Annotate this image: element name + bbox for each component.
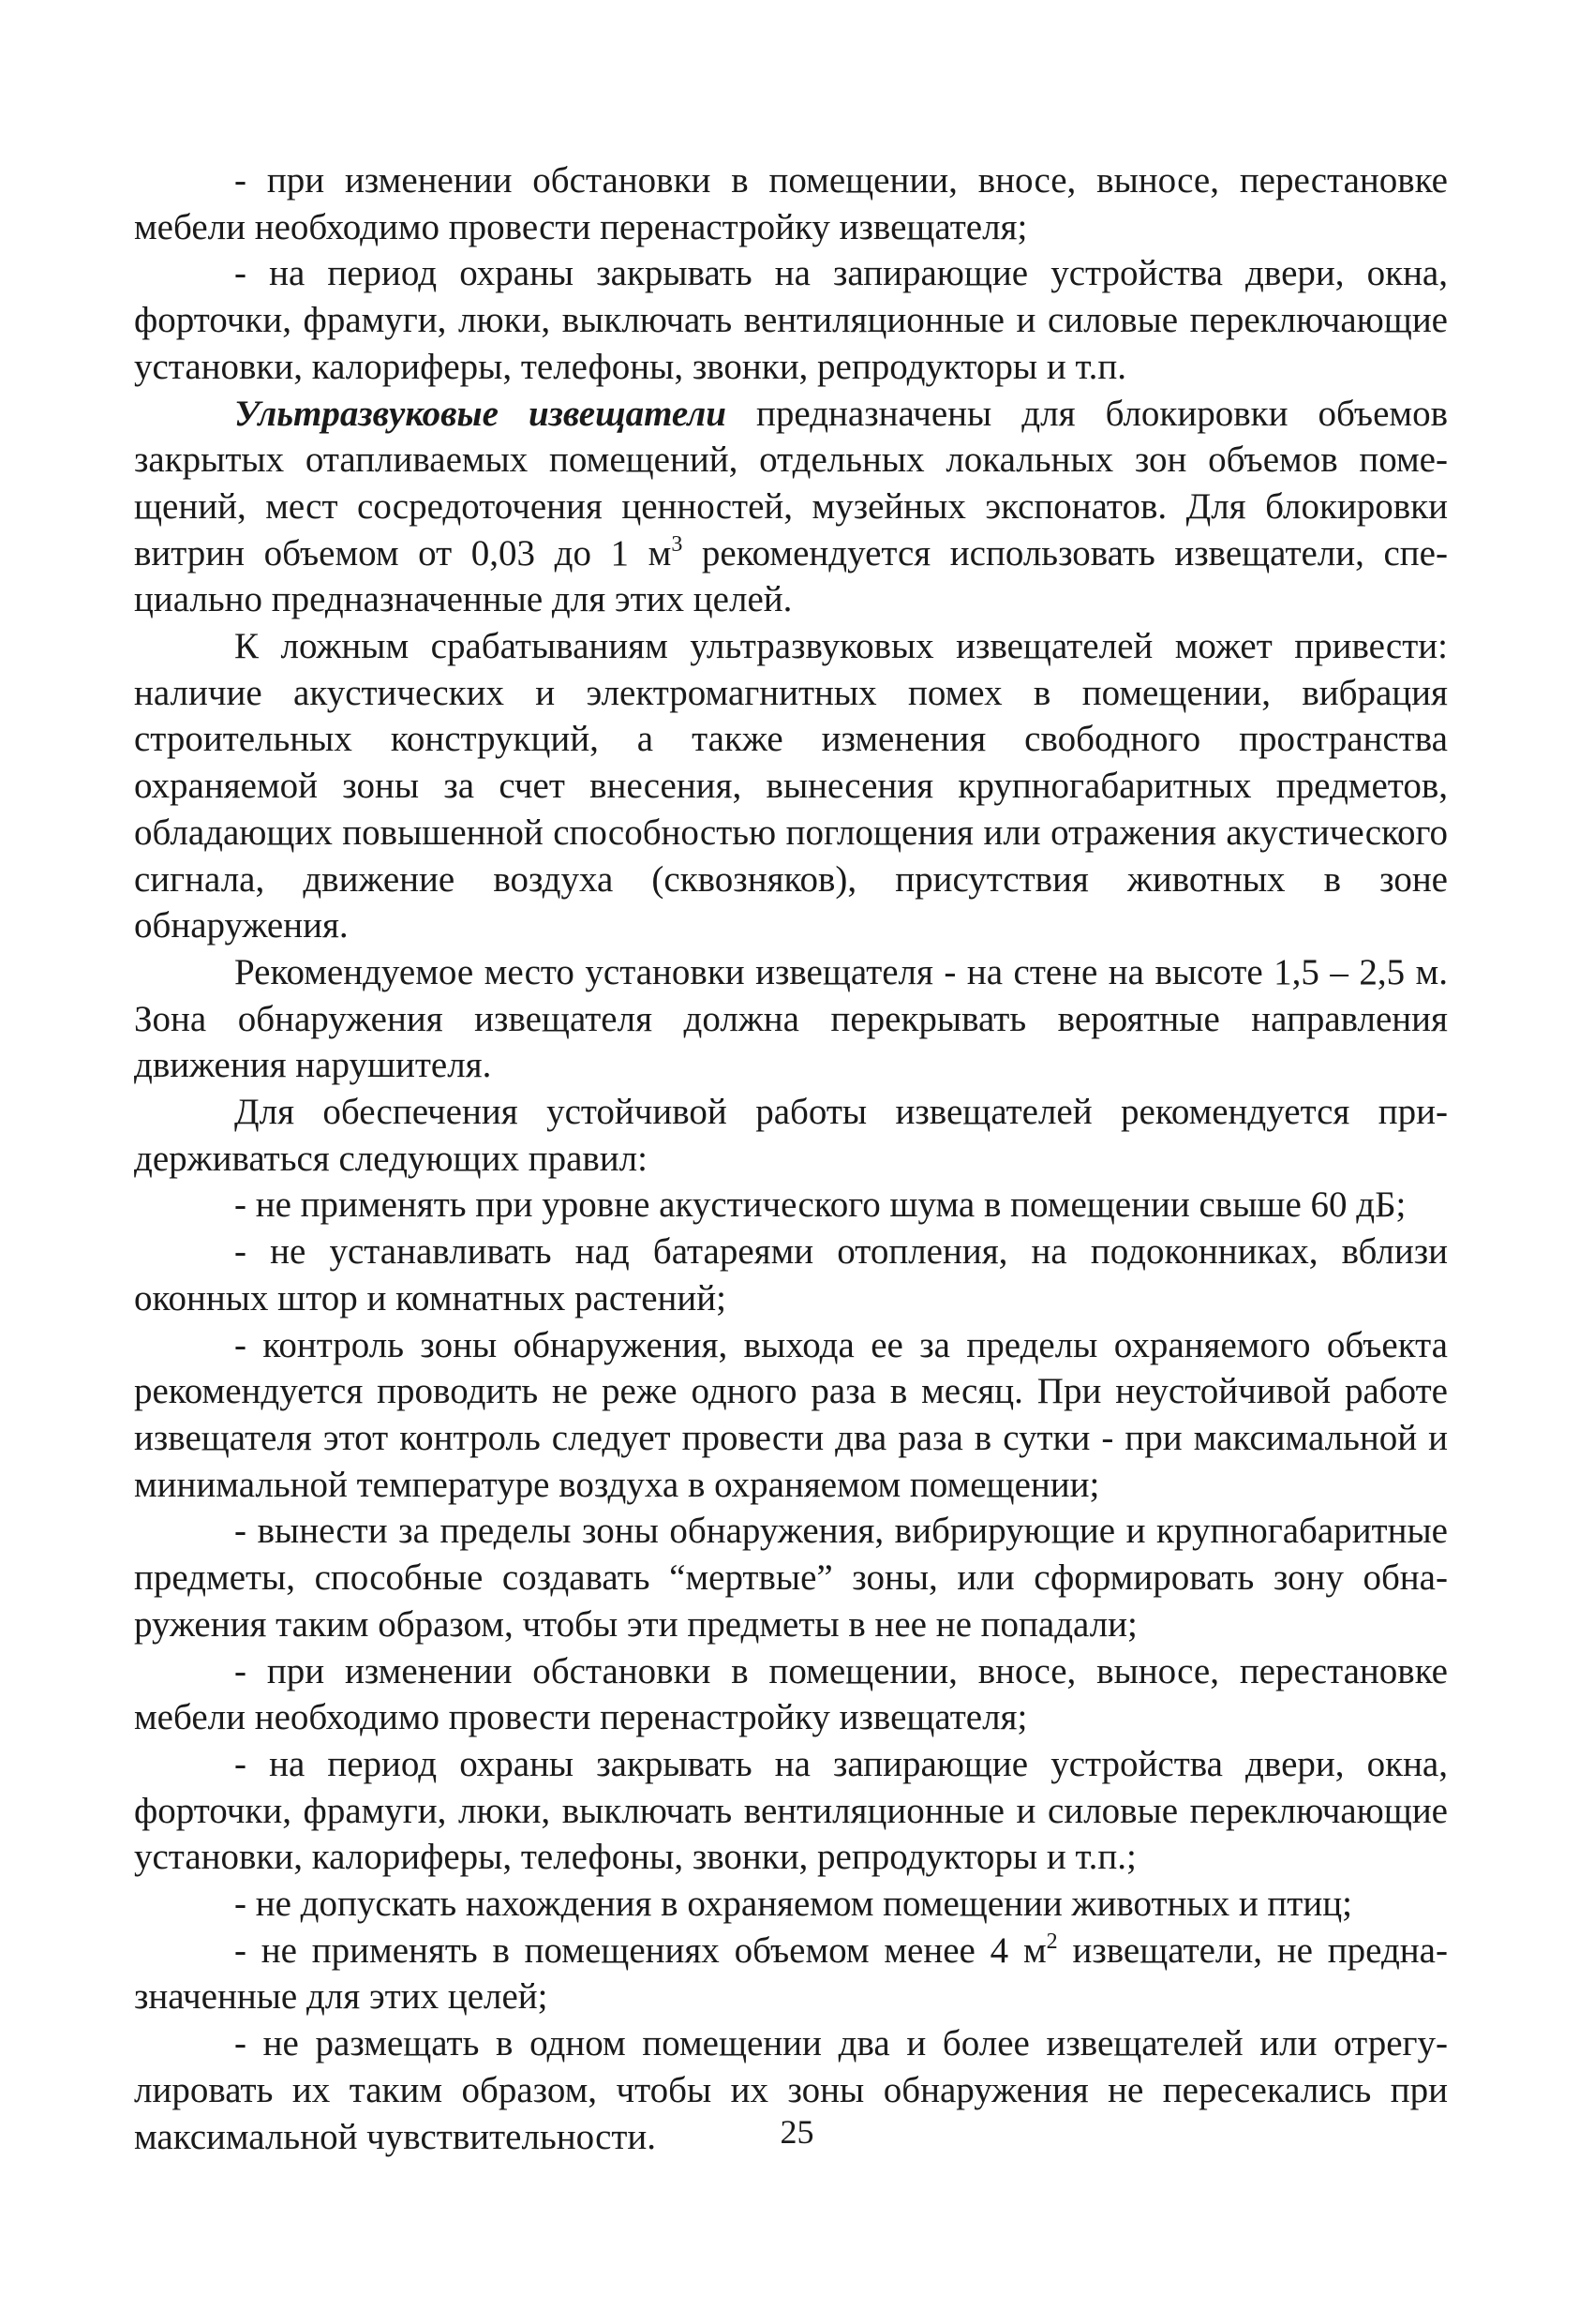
rule-rearrangement: - при изменении обстановки в помещении, вносе, выносе, перестановке мебели необходимо провести перенастройку извещателя; <box>134 1650 1448 1738</box>
rule-noise-level: - не применять при уровне акустического шума в помещении свыше 60 дБ; <box>234 1184 1407 1226</box>
paragraph-text: - не применять в помещениях объемом менее 4 м <box>234 1929 1047 1971</box>
paragraph-text: извещатели, не предназначенные для этих целей; <box>134 1929 1448 2018</box>
superscript: 3 <box>671 531 683 557</box>
term-ultrasonic-detectors: Ультразвуковые извещатели <box>234 393 726 434</box>
paragraph-rules-intro: Для обеспечения устойчивой работы извещателей рекомендуется придерживаться следующих правил: <box>134 1092 1448 1179</box>
paragraph-ultrasonic-purpose <box>134 391 1448 624</box>
paragraph-text: рекомендуется использовать извещатели, специально предназначенные для этих целей. <box>134 532 1448 620</box>
rule-no-animals: - не допускать нахождения в охраняемом помещении животных и птиц; <box>234 1884 1352 1925</box>
paragraph-security-period-1: - на период охраны закрывать на запирающие устройства двери, окна, форточки, фрамуги, люки, выключать вентиляционные и силовые переключающие установки, калориферы, телефоны, звонки, репродукторы и т.п. <box>134 253 1448 387</box>
rule-zone-control: - контроль зоны обнаружения, выхода ее за пределы охраняемого объекта рекомендуется проводить не реже одного раза в месяц. При неустойчивой работе извещателя этот контроль следует провести два раза в сутки - при максимальной и минимальной температуре воздуха в охраняемом помещении; <box>134 1324 1448 1505</box>
paragraph-false-alarms: К ложным срабатываниям ультразвуковых извещателей может привести: наличие акустических и электромагнитных помех в помещении, вибрация строительных конструкций, а также изменения свободного пространства охраняемой зоны за счет внесения, вынесения крупногабаритных предметов, обладающих повышенной способностью поглощения или отражения акустического сигнала, движение воздуха (сквозняков), присутствия животных в зоне обнаружения. <box>134 626 1448 946</box>
rule-remove-objects: - вынести за пределы зоны обнаружения, вибрирующие и крупногабаритные предметы, способные создавать “мертвые” зоны, или сформировать зону обнаружения таким образом, чтобы эти предметы в нее не попадали; <box>134 1511 1448 1645</box>
rule-security-period: - на период охраны закрывать на запирающие устройства двери, окна, форточки, фрамуги, люки, выключать вентиляционные и силовые переключающие установки, калориферы, телефоны, звонки, репродукторы и т.п.; <box>134 1743 1448 1878</box>
superscript: 2 <box>1046 1929 1058 1954</box>
paragraph-text: предназначены для блокировки объемов закрытых отапливаемых помещений, отдельных локальных зон объемов помещений, мест сосредоточения ценностей, музейных экспонатов. Для блокировки витрин объемом от 0,03 до 1 м <box>134 393 1448 574</box>
body-text <box>134 157 1448 2160</box>
paragraph-mounting-location: Рекомендуемое место установки извещателя - на стене на высоте 1,5 – 2,5 м. Зона обнаружения извещателя должна перекрывать вероятные направления движения нарушителя. <box>134 951 1448 1086</box>
rule-placement: - не устанавливать над батареями отопления, на подоконниках, вблизи оконных штор и комнатных растений; <box>134 1231 1448 1318</box>
rule-multiple-detectors: - не размещать в одном помещении два и более извещателей или отрегулировать их таким образом, чтобы их зоны обнаружения не пересекались при максимальной чувствительности. <box>134 2023 1448 2157</box>
page-number: 25 <box>780 2113 814 2151</box>
rule-min-volume <box>134 1928 1448 2020</box>
paragraph-rearrangement-1: - при изменении обстановки в помещении, вносе, выносе, перестановке мебели необходимо провести перенастройку извещателя; <box>134 160 1448 247</box>
